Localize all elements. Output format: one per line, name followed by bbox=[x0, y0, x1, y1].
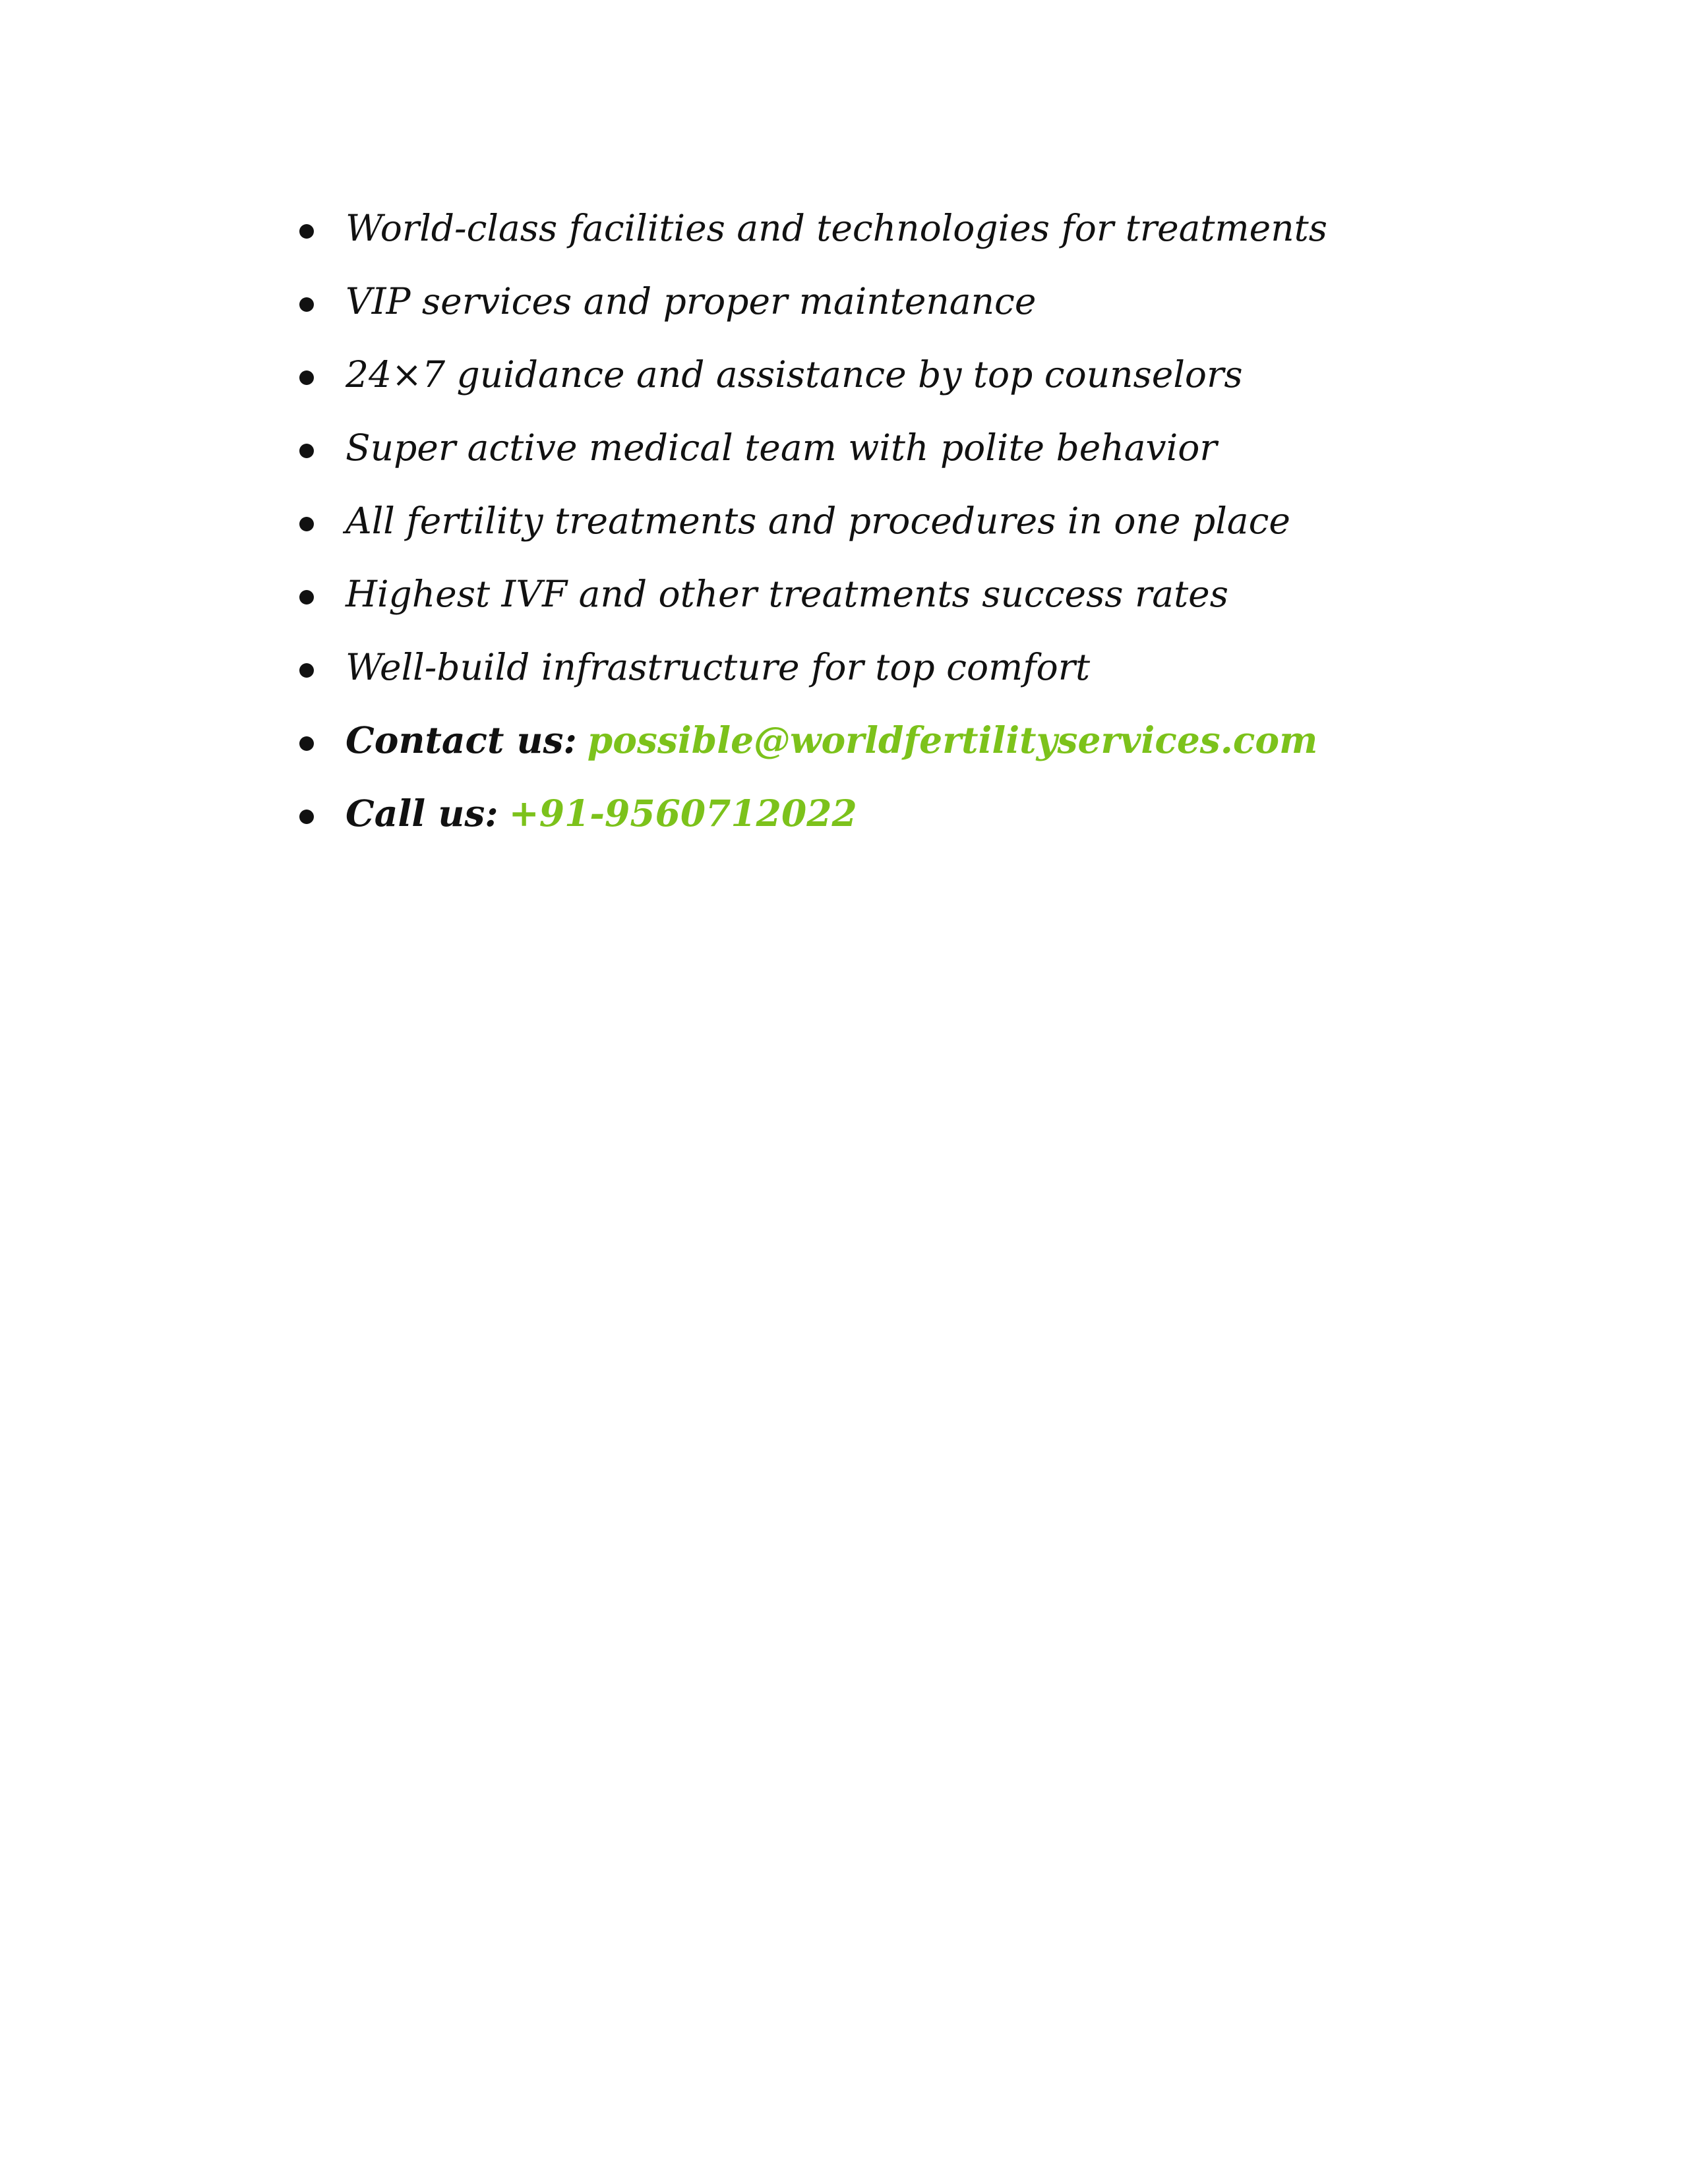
list-item bbox=[290, 411, 1543, 484]
list-item-text: Well-build infrastructure for top comfort bbox=[346, 645, 1091, 688]
call-phone-link[interactable]: +91-9560712022 bbox=[508, 792, 857, 835]
feature-list bbox=[290, 191, 1543, 850]
bullet-dot-icon bbox=[299, 736, 314, 751]
bullet-dot-icon bbox=[299, 297, 314, 312]
list-item-text: World-class facilities and technologies for treatments bbox=[346, 206, 1327, 249]
call-item bbox=[290, 777, 1543, 850]
bullet-dot-icon bbox=[299, 810, 314, 824]
bullet-dot-icon bbox=[299, 517, 314, 531]
list-item bbox=[290, 338, 1543, 411]
call-label: Call us: bbox=[346, 792, 498, 835]
bullet-dot-icon bbox=[299, 663, 314, 678]
list-item-text: Super active medical team with polite behavior bbox=[346, 426, 1217, 469]
list-item-text: 24×7 guidance and assistance by top counselors bbox=[346, 353, 1243, 396]
contact-label: Contact us: bbox=[346, 719, 577, 761]
list-item bbox=[290, 264, 1543, 338]
bullet-dot-icon bbox=[299, 224, 314, 239]
list-item bbox=[290, 630, 1543, 703]
bullet-dot-icon bbox=[299, 370, 314, 385]
bullet-dot-icon bbox=[299, 444, 314, 458]
list-item bbox=[290, 191, 1543, 264]
list-item bbox=[290, 484, 1543, 557]
bullet-dot-icon bbox=[299, 590, 314, 605]
list-item bbox=[290, 557, 1543, 630]
list-item-text: VIP services and proper maintenance bbox=[346, 280, 1037, 322]
contact-email-link[interactable]: possible@worldfertilityservices.com bbox=[587, 719, 1318, 761]
list-item-text: All fertility treatments and procedures in one place bbox=[346, 499, 1290, 542]
list-item-text: Highest IVF and other treatments success rates bbox=[346, 572, 1228, 615]
contact-item bbox=[290, 703, 1543, 777]
